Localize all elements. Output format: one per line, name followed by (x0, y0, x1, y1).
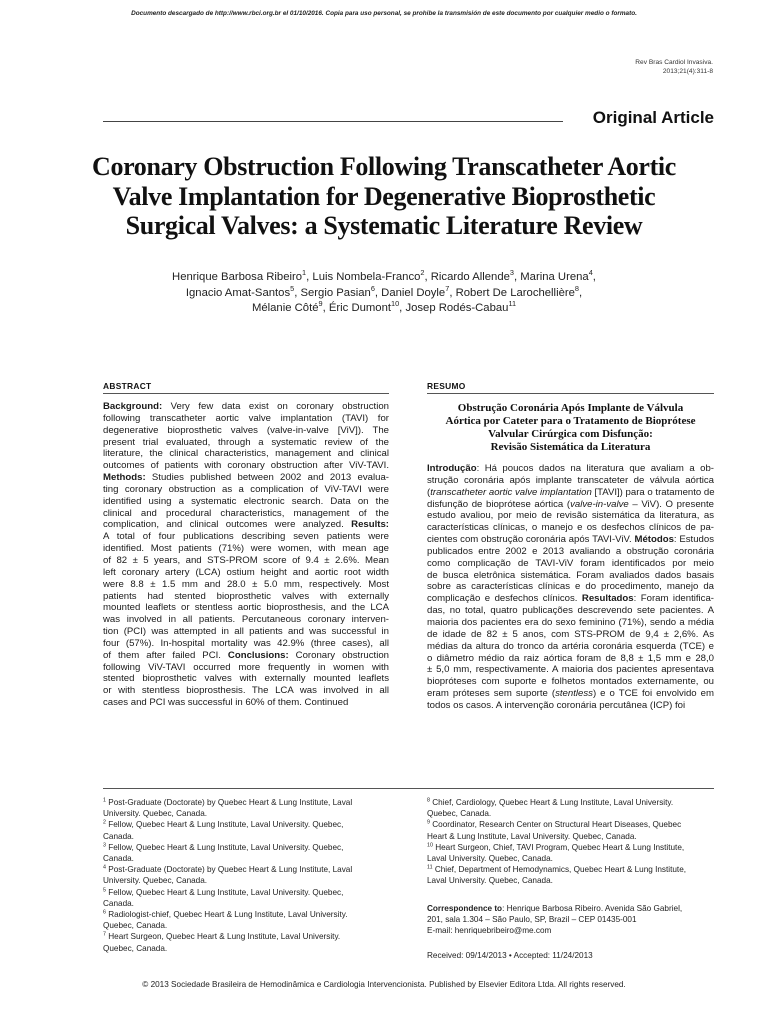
resumo-rule (427, 393, 714, 394)
resumo-line: estudo avaliou, por meio de revisão sistemática da literatura, as (427, 510, 714, 522)
affiliation-marker: 7 (445, 283, 450, 293)
resumo-line: strução coronária após implante transcateter de válvula aórtica (427, 474, 714, 486)
resumo-line: eram próteses sem suporte (stentless) e o TCE foi envolvido em (427, 688, 714, 700)
author-name: Robert De Larochellière (455, 286, 575, 299)
footnote-item (103, 842, 393, 864)
abstract-line: outcomes of patients with coronary obstruction after ViV-TAVI. (103, 460, 389, 472)
title-line: Valve Implantation for Degenerative Bioprosthetic (112, 181, 656, 211)
footnote-item (427, 797, 717, 819)
footnote-text: Laval University. Quebec, Canada. (427, 854, 553, 864)
received-accepted-dates: Received: 09/14/2013 • Accepted: 11/24/2013 (427, 951, 593, 960)
footnote-text: University. Quebec, Canada. (103, 809, 208, 819)
affiliation-marker: 5 (290, 283, 295, 293)
abstract-line: cases and PCI was successful in 60% of them. Continued (103, 697, 349, 709)
resumo-line: maioria dos pacientes era do sexo feminino (71%), sendo a média (427, 616, 714, 628)
footnote-text: Canada. (103, 854, 134, 864)
journal-name: Rev Bras Cardiol Invasiva. (635, 59, 713, 66)
footnotes-left (103, 797, 393, 954)
abstract-line: were 8.8 ± 1.5 mm and 28.0 ± 5.0 mm, respectively. Most (103, 578, 389, 590)
footnote-text: Canada. (103, 898, 134, 908)
affiliation-marker: 8 (574, 283, 579, 293)
affiliation-marker: 9 (318, 299, 323, 309)
footnote-text: Quebec, Canada. (103, 943, 168, 953)
abstract-line: or with stentless bioprosthesis. The LCA was involved in all (103, 685, 389, 697)
resumo-line: características clínicas, o manejo e os desfechos clínicos de pa- (427, 522, 714, 534)
author-line: Ignacio Amat-Santos$^5$, Sergio Pasian$^6$, Daniel Doyle$^7$, Robert De Larochellière$^8$, (185, 283, 583, 299)
author-name: Henrique Barbosa Ribeiro (172, 271, 303, 283)
footnote-item (427, 842, 717, 864)
footnote-marker: 3 (103, 842, 106, 849)
author-name: Josep Rodés-Cabau (405, 302, 509, 315)
abstract-line: Background: Very few data exist on coronary obstruction (103, 401, 389, 412)
article-type: Original Article (592, 108, 714, 127)
footnotes-right (427, 797, 717, 887)
abstract-body (103, 401, 389, 709)
resumo-line: como complicação de TAVI-ViV foram identificados por meio (427, 557, 714, 569)
resumo-line: de idade de 82 ± 5 anos, com STS-PROM de 9,4 ± 2,6%. As (427, 628, 714, 640)
author-list (120, 270, 648, 317)
author-name: Sergio Pasian (300, 286, 371, 299)
abstract-line: complication, and clinical outcomes were analyzed. Results: (103, 519, 389, 531)
article-title (60, 152, 708, 241)
footnote-marker: 6 (103, 909, 106, 916)
abstract-line: degenerative bioprosthetic valves (valve-in-valve [ViV]). The (103, 424, 389, 436)
footnote-item (103, 931, 393, 953)
abstract-heading: ABSTRACT (103, 381, 152, 391)
footnote-text: Fellow, Quebec Heart & Lung Institute, Laval University. Quebec, (108, 842, 344, 852)
resumo-title (427, 402, 714, 454)
resumo-line: ± 5,0 mm, respectivamente. A maioria dos pacientes apresentava (427, 664, 714, 676)
footnote-text: Radiologist-chief, Quebec Heart & Lung Institute, Laval University. (108, 910, 348, 920)
footnote-marker: 9 (427, 819, 430, 826)
download-notice: Documento descargado de http://www.rbci.org.br el 01/10/2016. Copia para uso personal, se prohibe la transmisión de este documento por cualquier medio o formato. (131, 10, 637, 17)
affiliation-marker: 10 (391, 299, 400, 309)
footnote-marker: 10 (427, 842, 433, 849)
abstract-line: present trial evaluated, through a systematic review of the (103, 436, 389, 448)
correspondence-line: : Henrique Barbosa Ribeiro. Avenida São Gabriel, (502, 904, 683, 913)
resumo-line: cientes com obstrução coronária após TAVI-ViV. Métodos: Estudos (427, 534, 715, 546)
abstract-line: left coronary artery (LCA) ostium height and aortic root width (103, 566, 389, 578)
abstract-line: ting coronary obstruction as a complication of ViV-TAVI were (103, 483, 389, 495)
footnote-marker: 7 (103, 931, 106, 938)
resumo-line: o diâmetro médio da raiz aórtica foram de 8,8 ± 1,5 mm e 28,0 (427, 652, 714, 664)
abstract-line: Methods: Studies published between 2002 and 2013 evalua- (103, 472, 389, 484)
footnote-text: Post-Graduate (Doctorate) by Quebec Heart & Lung Institute, Laval (108, 865, 353, 875)
footnote-text: Chief, Cardiology, Quebec Heart & Lung Institute, Laval University. (432, 798, 674, 807)
author-name: Mélanie Côté (251, 302, 319, 315)
footnote-text: Canada. (103, 831, 134, 841)
resumo-title-line: Valvular Cirúrgica com Disfunção: (488, 428, 653, 440)
footnote-text: Post-Graduate (Doctorate) by Quebec Heart & Lung Institute, Laval (108, 798, 353, 807)
footnote-item (103, 887, 393, 909)
abstract-line: of them after failed PCI. Conclusions: Coronary obstruction (103, 649, 389, 661)
footnote-text: Heart Surgeon, Chief, TAVI Program, Quebec Heart & Lung Institute, (435, 842, 685, 852)
resumo-line: publicados entre 2002 e 2013 avaliando a obstrução coronária (427, 545, 714, 557)
copyright-footer: © 2013 Sociedade Brasileira de Hemodinâmica e Cardiologia Intervencionista. Published by Elsevier Editora Ltda. All rights reserved. (142, 980, 626, 989)
resumo-line: complicação e desfechos clínicos. Resultados: Foram identifica- (427, 593, 714, 605)
abstract-line: literature, the clinical characteristics, management and clinical (103, 448, 389, 460)
resumo-title-line: Aórtica por Cateter para o Tratamento de Bioprótese (445, 415, 696, 427)
abstract-line: identified. Most patients (71%) were women, with mean age (103, 543, 389, 555)
abstract-line: mounted leaflets or stentless aortic bioprosthesis, and the LCA (103, 602, 389, 614)
resumo-body (427, 463, 714, 712)
title-line: Coronary Obstruction Following Transcatheter Aortic (92, 152, 676, 181)
author-name: Luis Nombela-Franco (312, 271, 421, 283)
header-rule (103, 121, 563, 122)
resumo-line: sobre as características clínicas e do procedimento, manejo da (427, 581, 714, 593)
footnote-item (427, 864, 717, 886)
resumo-line: das, no total, quatro publicações descrevendo sete pacientes. A (427, 605, 714, 617)
footnote-marker: 4 (103, 864, 106, 871)
author-name: Daniel Doyle (381, 286, 446, 299)
author-name: Éric Dumont (328, 302, 392, 315)
author-name: Ignacio Amat-Santos (185, 286, 291, 299)
resumo-title-line: Obstrução Coronária Após Implante de Válvula (457, 402, 684, 414)
abstract-line: identified using a systematic electronic search. Data on the (103, 495, 389, 507)
footnote-marker: 8 (427, 797, 430, 804)
footnote-text: Fellow, Quebec Heart & Lung Institute, Laval University. Quebec, (108, 820, 344, 830)
footnote-text: Laval University. Quebec, Canada. (427, 876, 553, 886)
footnote-text: Quebec, Canada. (427, 809, 492, 819)
footnote-item (103, 797, 393, 819)
footnote-item (103, 909, 393, 931)
correspondence-line: E-mail: henriquebribeiro@me.com (427, 926, 552, 936)
footnote-text: Chief, Department of Hemodynamics, Quebec Heart & Lung Institute, (434, 865, 687, 875)
resumo-line: (transcatheter aortic valve implantation [TAVI]) para o tratamento de (427, 486, 715, 498)
footnote-item (103, 819, 393, 841)
author-name: Ricardo Allende (430, 271, 510, 283)
abstract-line: A total of four publications describing seven patients were (103, 531, 389, 543)
footnote-text: Heart Surgeon, Quebec Heart & Lung Institute, Laval University. (108, 932, 341, 942)
resumo-line: de busca eletrônica sistemática. Foram avaliados dados basais (427, 569, 714, 581)
abstract-rule (103, 393, 389, 394)
abstract-line: tion (PCI) was attempted in all patients and was successful in (103, 626, 389, 638)
abstract-line: stented bioprosthetic valves with externally mounted leaflets (103, 673, 389, 685)
footnote-marker: 1 (103, 797, 106, 804)
footnote-marker: 11 (427, 864, 433, 871)
affiliation-marker: 2 (420, 268, 425, 278)
affiliation-marker: 4 (588, 268, 593, 278)
footnote-text: Fellow, Quebec Heart & Lung Institute, Laval University. Quebec, (108, 887, 344, 897)
abstract-line: clinical and procedural characteristics, management of the (103, 507, 389, 519)
affiliation-marker: 3 (509, 268, 514, 278)
footnote-text: Heart & Lung Institute, Laval University. Quebec, Canada. (427, 831, 637, 841)
resumo-line: disfunção de bioprótese aórtica (valve-in-valve – ViV). O presente (427, 498, 714, 510)
footnote-marker: 5 (103, 886, 106, 893)
footnote-marker: 2 (103, 819, 106, 826)
resumo-line: médias da altura do tronco da artéria coronária esquerda (TCE) e (427, 640, 714, 652)
journal-citation: 2013;21(4):311-8 (662, 68, 713, 75)
abstract-line: was involved in all patients. Percutaneous coronary interven- (103, 614, 389, 626)
author-line: Mélanie Côté$^9$, Éric Dumont$^{10}$, Josep Rodés-Cabau$^{11}$ (251, 299, 517, 315)
author-name: Marina Urena (520, 271, 589, 283)
journal-reference (635, 58, 713, 76)
abstract-line: patients had stented bioprosthetic valves with externally (103, 590, 389, 602)
resumo-heading: RESUMO (427, 381, 466, 391)
abstract-line: of 82 ± 5 years, and STS-PROM score of 9.4 ± 2.6%. Mean (103, 554, 389, 566)
abstract-line: four (57%). In-hospital mortality was 42.9% (three cases), all (103, 637, 389, 649)
footnote-item (103, 864, 393, 886)
correspondence (427, 903, 717, 937)
author-line: Henrique Barbosa Ribeiro$^1$, Luis Nombela-Franco$^2$, Ricardo Allende$^3$, Marina Urena$^4$, (172, 268, 596, 283)
resumo-line: todos os casos. A intervenção coronária percutânea (ICP) foi (427, 699, 686, 711)
abstract-line: following ViV-TAVI occurred more frequently in women with (103, 661, 389, 673)
affiliation-marker: 6 (370, 283, 375, 293)
footnote-item (427, 819, 717, 841)
footnote-text: University. Quebec, Canada. (103, 876, 208, 886)
affiliation-marker: 1 (302, 268, 307, 278)
correspondence-label: Correspondence to (427, 904, 503, 913)
resumo-line: Introdução: Há poucos dados na literatura que avaliam a ob- (427, 463, 714, 474)
footnote-text: Quebec, Canada. (103, 921, 168, 931)
affiliation-marker: 11 (508, 299, 517, 309)
resumo-line: biopróteses com suporte e folhetos montados externamente, ou (427, 676, 714, 688)
title-line: Surgical Valves: a Systematic Literature Review (125, 211, 643, 240)
footnote-rule (103, 788, 714, 789)
correspondence-line: 201, sala 1.304 – São Paulo, SP, Brazil – CEP 01435-001 (427, 915, 637, 925)
resumo-title-line: Revisão Sistemática da Literatura (490, 441, 651, 453)
footnote-text: Coordinator, Research Center on Structural Heart Diseases, Quebec (432, 820, 682, 830)
abstract-line: following transcatheter aortic valve implantation (TAVI) for (103, 412, 389, 424)
